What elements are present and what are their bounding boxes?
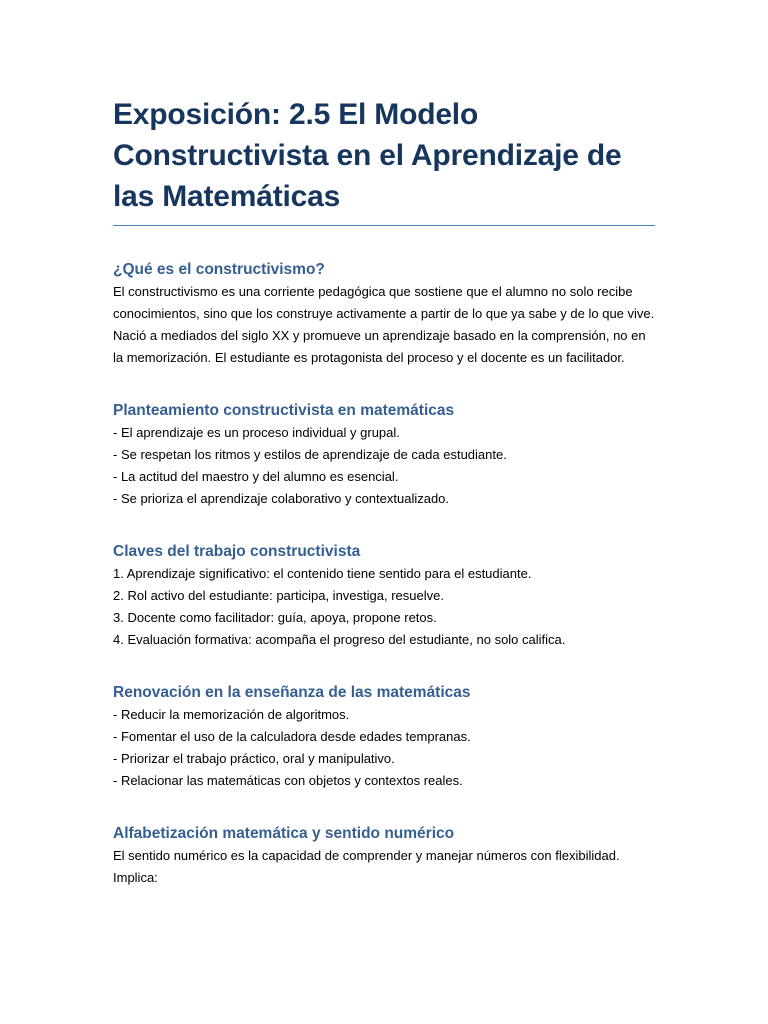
section-claves bbox=[113, 541, 655, 651]
section-heading: Renovación en la enseñanza de las matemáticas bbox=[113, 684, 471, 701]
section-que-es-constructivismo bbox=[113, 259, 655, 369]
section-heading: ¿Qué es el constructivismo? bbox=[113, 261, 325, 278]
list-item: - Fomentar el uso de la calculadora desde edades tempranas. bbox=[113, 729, 471, 744]
section-planteamiento bbox=[113, 400, 655, 510]
list-item: - Reducir la memorización de algoritmos. bbox=[113, 707, 350, 722]
list-item: - Se prioriza el aprendizaje colaborativo y contextualizado. bbox=[113, 491, 450, 506]
list-item: 4. Evaluación formativa: acompaña el progreso del estudiante, no solo califica. bbox=[113, 632, 566, 647]
section-heading: Alfabetización matemática y sentido numérico bbox=[113, 825, 455, 842]
list-item: 1. Aprendizaje significativo: el contenido tiene sentido para el estudiante. bbox=[113, 566, 532, 581]
section-heading: Claves del trabajo constructivista bbox=[113, 543, 361, 560]
document-title: Exposición: 2.5 El Modelo Constructivista en el Aprendizaje de las Matemáticas bbox=[113, 94, 655, 226]
numbered-list bbox=[113, 563, 655, 651]
bullet-list bbox=[113, 704, 655, 792]
bullet-list bbox=[113, 422, 655, 510]
section-heading: Planteamiento constructivista en matemáticas bbox=[113, 402, 455, 419]
document-page bbox=[113, 94, 655, 889]
list-item: - Priorizar el trabajo práctico, oral y manipulativo. bbox=[113, 751, 395, 766]
section-paragraph: El constructivismo es una corriente pedagógica que sostiene que el alumno no solo recibe conocimientos, sino que los construye activamente a partir de lo que ya sabe y de lo que vive. Nació a mediados del siglo XX y promueve un aprendizaje basado en la comprensión, no en la memorización. El estudiante es protagonista del proceso y el docente es un facilitador. bbox=[113, 284, 655, 365]
list-item: - Se respetan los ritmos y estilos de aprendizaje de cada estudiante. bbox=[113, 447, 507, 462]
list-item: 2. Rol activo del estudiante: participa, investiga, resuelve. bbox=[113, 588, 444, 603]
list-item: 3. Docente como facilitador: guía, apoya, propone retos. bbox=[113, 610, 437, 625]
list-item: - Relacionar las matemáticas con objetos y contextos reales. bbox=[113, 773, 463, 788]
section-alfabetizacion bbox=[113, 823, 655, 889]
list-item: - El aprendizaje es un proceso individual y grupal. bbox=[113, 425, 400, 440]
section-paragraph: El sentido numérico es la capacidad de comprender y manejar números con flexibilidad. Implica: bbox=[113, 848, 620, 885]
list-item: - La actitud del maestro y del alumno es esencial. bbox=[113, 469, 399, 484]
section-renovacion bbox=[113, 682, 655, 792]
